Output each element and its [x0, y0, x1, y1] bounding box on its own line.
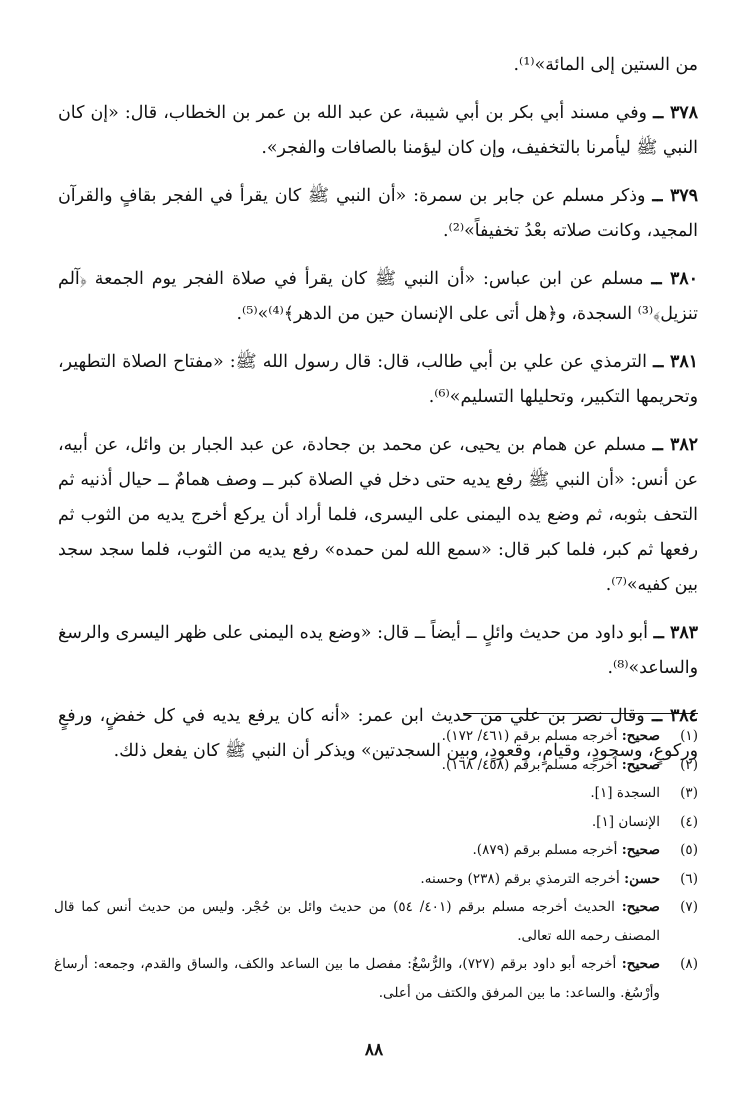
hadith-number: ٣٨٤ ــ: [651, 706, 698, 726]
footnote-text: [54, 893, 660, 950]
footnote-number: (٤): [680, 813, 698, 830]
hadith-number: ٣٨١ ــ: [653, 352, 699, 372]
footnote-5: [54, 836, 698, 865]
footnote-text: [54, 722, 660, 751]
page-number: ٨٨: [364, 1040, 384, 1060]
footnote-body: السجدة [١].: [590, 785, 660, 801]
footnote-grade: صحيح:: [621, 756, 660, 773]
hadith-number: ٣٧٩ ــ: [652, 186, 698, 206]
footnote-number: (٢): [680, 756, 698, 773]
footnote-body: الإنسان [١].: [591, 813, 660, 830]
footnote-grade: حسن:: [624, 870, 660, 887]
hadith-text: مسلم عن همام بن يحيى، عن محمد بن جحادة، عن عبد الجبار بن وائل، عن أبيه، عن أنس: «أن النبي ﷺ رفع يديه حتى دخل في الصلاة كبر ــ وصف همامٌ ــ حيال أذنيه ثم التحف بثوبه، ثم وضع يده اليمنى على اليسرى، فلما أراد أن يركع أخرج يديه من الثوب ثم رفعها ثم كبر، فلما كبر قال: «سمع الله لمن حمده» رفع يديه من الثوب، فلما سجد سجد بين كفيه»⁽⁷⁾.: [58, 435, 698, 595]
footnote-text: [54, 779, 660, 808]
footnote-number: (٧): [680, 899, 698, 915]
hadith-number: ٣٨٠ ــ: [651, 269, 698, 289]
footnote-1: [54, 722, 698, 751]
footnote-8: [54, 950, 698, 1007]
footnote-text: [54, 950, 660, 1007]
footnote-separator: [463, 713, 698, 714]
footnote-number: (٣): [680, 785, 698, 801]
footnote-number: (٨): [680, 956, 698, 972]
hadith-number: ٣٨٣ ــ: [653, 623, 699, 643]
footnote-body: أخرجه مسلم برقم (٤٦١/ ١٧٢).: [441, 728, 618, 744]
footnote-4: [54, 808, 698, 837]
hadith-text: وذكر مسلم عن جابر بن سمرة: «أن النبي ﷺ كان يقرأ في الفجر بقافٍ والقرآن المجيد، وكانت صلاته بعْدُ تخفيفاً»⁽²⁾.: [58, 186, 698, 241]
footnote-2: [54, 751, 698, 780]
main-text: [58, 48, 698, 782]
hadith-378: [58, 96, 698, 166]
hadith-text: وقال نصر بن علي من حديث ابن عمر: «أنه كان يرفع يديه في كل خفضٍ، ورفعٍ وركوعٍ، وسجودٍ، وقيامٍ، وقعودٍ، وبين السجدتين» ويذكر أن النبي ﷺ كان يفعل ذلك.: [58, 706, 698, 761]
footnote-grade: صحيح:: [621, 728, 660, 744]
hadith-382: [58, 428, 698, 603]
footnote-body: أخرجه مسلم برقم (٤٥٨/ ١٦٨).: [441, 756, 618, 773]
hadith-text: مسلم عن ابن عباس: «أن النبي ﷺ كان يقرأ في صلاة الفجر يوم الجمعة ﴿آلم تنزيل﴾⁽³⁾ السجدة، و﴿هل أتى على الإنسان حين من الدهر﴾⁽⁴⁾»⁽⁵⁾.: [58, 269, 698, 324]
hadith-381: [58, 345, 698, 415]
footnote-grade: صحيح:: [621, 842, 660, 858]
footnote-text: [54, 808, 660, 837]
footnote-body: أخرجه أبو داود برقم (٧٢٧)، والرُّسْغُ: مفصل ما بين الساعد والكف، والساق والقدم، وجمعه: أرساغ وأرْسُغ. والساعد: ما بين المرفق والكتف من أعلى.: [54, 956, 660, 1001]
footnote-6: [54, 865, 698, 894]
footnote-grade: صحيح:: [621, 899, 660, 915]
hadith-text: الترمذي عن علي بن أبي طالب، قال: قال رسول الله ﷺ: «مفتاح الصلاة التطهير، وتحريمها التكبير، وتحليلها التسليم»⁽⁶⁾.: [58, 352, 698, 407]
footnote-text: [54, 865, 660, 894]
footnote-body: الحديث أخرجه مسلم برقم (٤٠١/ ٥٤) من حديث وائل بن حُجْر. وليس من حديث أنس كما قال المصنف رحمه الله تعالى.: [54, 899, 660, 944]
hadith-number: ٣٧٨ ــ: [653, 103, 698, 123]
footnote-text: [54, 751, 660, 780]
hadith-text: أبو داود من حديث وائلٍ ــ أيضاً ــ قال: «وضع يده اليمنى على ظهر اليسرى والرسغ والساعد»⁽⁸⁾.: [58, 623, 698, 678]
footnote-number: (٥): [680, 842, 698, 858]
footnote-text: [54, 836, 660, 865]
hadith-text: وفي مسند أبي بكر بن أبي شيبة، عن عبد الله بن عمر بن الخطاب، قال: «إن كان النبي ﷺ ليأمرنا بالتخفيف، وإن كان ليؤمنا بالصافات والفجر».: [58, 103, 698, 158]
hadith-380: [58, 262, 698, 332]
hadith-383: [58, 616, 698, 686]
footnote-3: [54, 779, 698, 808]
footnote-number: (٦): [680, 870, 698, 887]
footnote-body: أخرجه مسلم برقم (٨٧٩).: [472, 842, 618, 858]
footnote-number: (١): [680, 728, 698, 744]
footnote-grade: صحيح:: [621, 956, 660, 972]
paragraph-text: من الستين إلى المائة»⁽¹⁾.: [513, 55, 698, 75]
paragraph-continuation: [58, 48, 698, 83]
hadith-number: ٣٨٢ ــ: [652, 435, 699, 455]
footnote-7: [54, 893, 698, 950]
footnote-body: أخرجه الترمذي برقم (٢٣٨) وحسنه.: [420, 870, 620, 887]
hadith-379: [58, 179, 698, 249]
footnotes: [54, 722, 698, 1007]
